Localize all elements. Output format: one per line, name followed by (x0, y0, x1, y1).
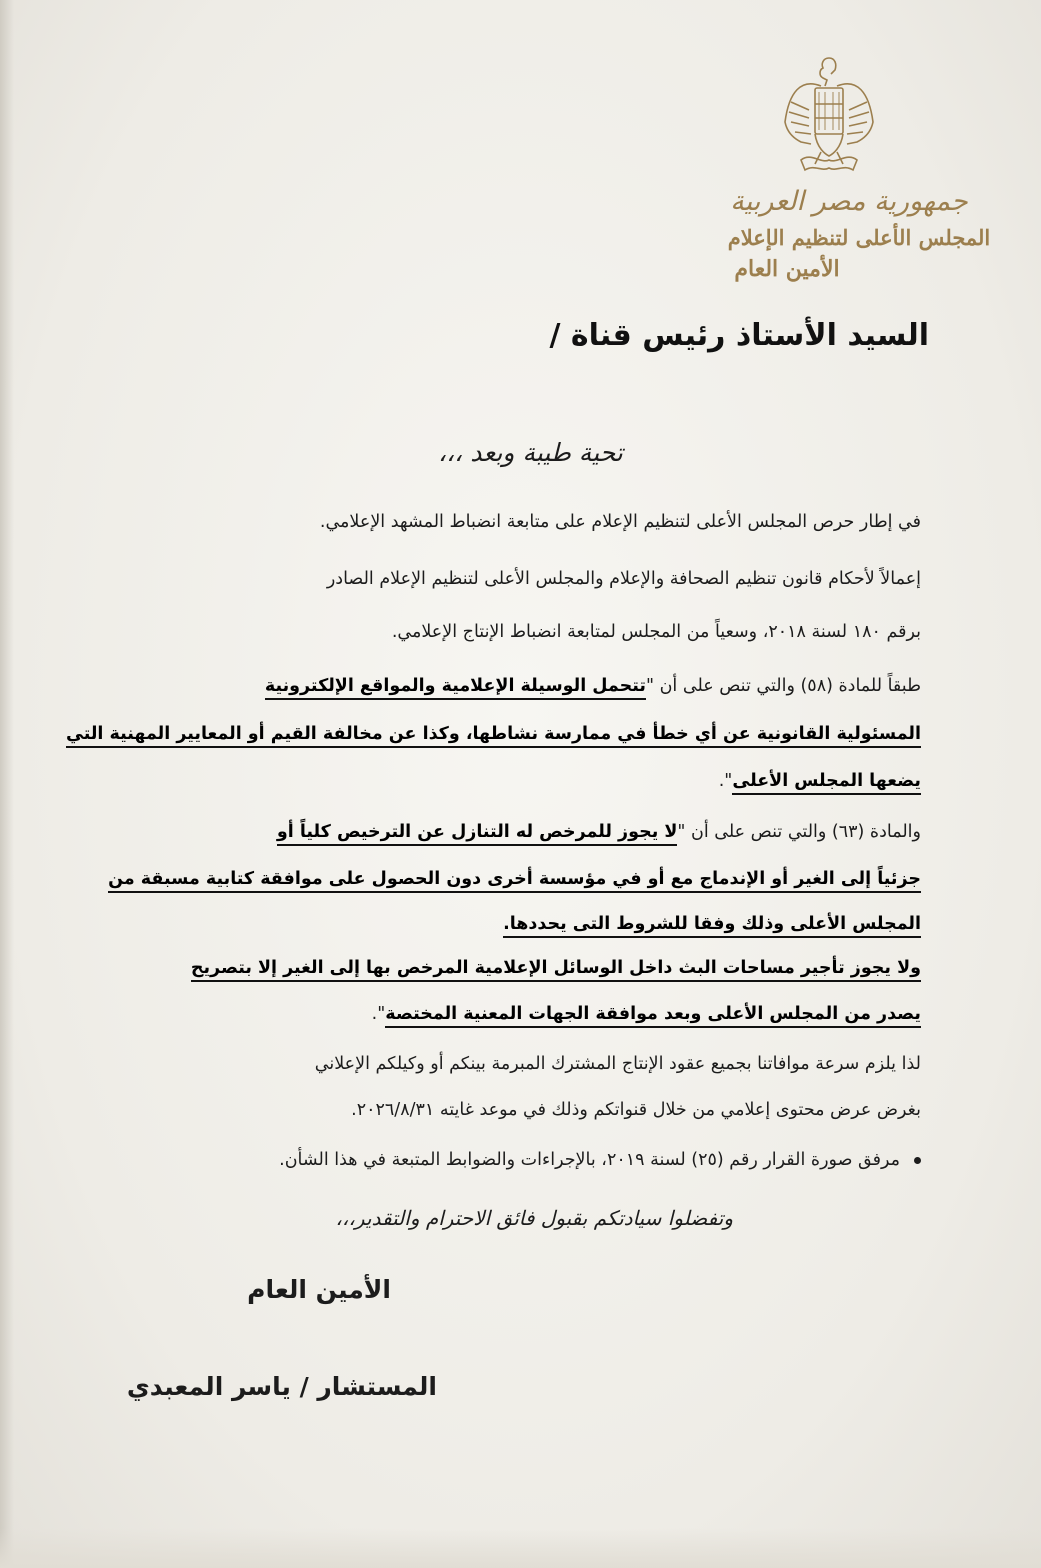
letterhead-secretary-general: الأمين العام (734, 256, 840, 282)
page-bottom-shadow (0, 1528, 1041, 1568)
article-63-quote-2: جزئياً إلى الغير أو الإندماج مع أو في مؤسسة أخرى دون الحصول على موافقة كتابية مسبقة من (108, 869, 921, 893)
article-58-intro: طبقاً للمادة (٥٨) والتي تنص على أن " (645, 676, 921, 696)
broadcast-rule-quote-1: ولا يجوز تأجير مساحات البث داخل الوسائل الإعلامية المرخص بها إلى الغير إلا بتصريح (191, 958, 921, 982)
article-58-line-3 (719, 771, 921, 791)
attachment-note (279, 1150, 921, 1170)
broadcast-rule-line-2 (372, 1004, 921, 1024)
request-line-1: لذا يلزم سرعة موافاتنا بجميع عقود الإنتاج المشترك المبرمة بينكم أو وكيلكم الإعلاني (314, 1054, 921, 1074)
article-58-end: ". (718, 771, 733, 791)
signature-name: المستشار / ياسر المعبدي (126, 1372, 437, 1401)
article-63-quote-1: لا يجوز للمرخص له التنازل عن الترخيص كلياً أو (277, 822, 678, 846)
article-63-line-2 (108, 869, 921, 889)
bullet-icon (914, 1157, 921, 1164)
article-63-quote-3: المجلس الأعلى وذلك وفقا للشروط التى يحددها. (503, 914, 921, 938)
page-edge-shadow (0, 0, 14, 1568)
eagle-emblem-icon (781, 52, 877, 180)
greeting-line: تحية طيبة وبعد ،،، (438, 438, 623, 467)
paragraph-1-line-1: في إطار حرص المجلس الأعلى لتنظيم الإعلام على متابعة انضباط المشهد الإعلامي. (319, 512, 921, 532)
broadcast-rule-quote-2: يصدر من المجلس الأعلى وبعد موافقة الجهات المعنية المختصة (385, 1004, 921, 1028)
addressee-line: السيد الأستاذ رئيس قناة / (549, 318, 929, 353)
broadcast-rule-line-1 (191, 958, 921, 978)
article-63-line-3 (503, 914, 921, 934)
article-58-quote-1: تتحمل الوسيلة الإعلامية والمواقع الإلكترونية (265, 676, 646, 700)
article-58-line-2 (66, 724, 921, 744)
article-63-line-1 (277, 822, 921, 842)
closing-line: وتفضلوا سيادتكم بقبول فائق الاحترام والتقدير،،، (335, 1206, 733, 1230)
broadcast-rule-end: ". (371, 1004, 386, 1024)
attachment-text: مرفق صورة القرار رقم (٢٥) لسنة ٢٠١٩، بالإجراءات والضوابط المتبعة في هذا الشأن. (279, 1150, 900, 1170)
letterhead (699, 52, 1019, 282)
request-line-2: بغرض عرض محتوى إعلامي من خلال قنواتكم وذلك في موعد غايته ٢٠٢٦/٨/٣١. (351, 1100, 921, 1120)
article-58-quote-3: يضعها المجلس الأعلى (732, 771, 921, 795)
article-58-line-1 (265, 676, 921, 696)
letterhead-council: المجلس الأعلى لتنظيم الإعلام (727, 225, 991, 250)
paragraph-2-line-1: إعمالاً لأحكام قانون تنظيم الصحافة والإعلام والمجلس الأعلى لتنظيم الإعلام الصادر (326, 569, 921, 589)
signature-title: الأمين العام (247, 1275, 391, 1304)
paragraph-2-line-2: برقم ١٨٠ لسنة ٢٠١٨، وسعياً من المجلس لمتابعة انضباط الإنتاج الإعلامي. (391, 622, 921, 642)
article-63-intro: والمادة (٦٣) والتي تنص على أن " (677, 822, 921, 842)
letterhead-country: جمهورية مصر العربية (730, 186, 968, 217)
article-58-quote-2: المسئولية القانونية عن أي خطأ في ممارسة نشاطها، وكذا عن مخالفة القيم أو المعايير المهنية التي (66, 724, 921, 748)
